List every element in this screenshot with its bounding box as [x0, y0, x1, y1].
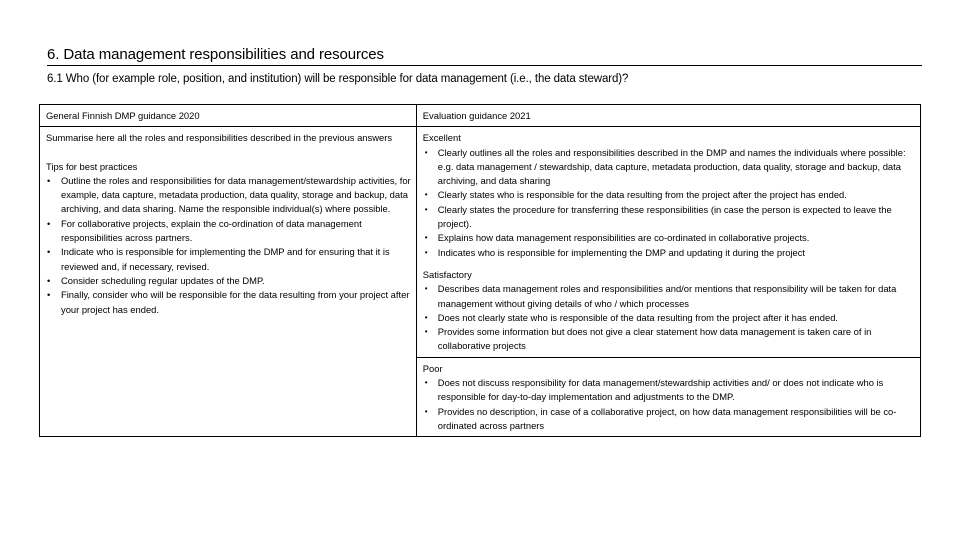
list-item: • Outline the roles and responsibilities for data management/stewardship activities, for example, data capture, metadata production, data quality, storage and backup, data archiving, and data sharing. Name the responsible individual(s) where possible.: [46, 174, 411, 217]
list-item: • Provides no description, in case of a collaborative project, on how data management responsibilities will be co-ordinated across partners: [423, 405, 915, 434]
table-row: [40, 127, 921, 357]
list-item: • Indicate who is responsible for implementing the DMP and for ensuring that it is reviewed and, if necessary, revised.: [46, 245, 411, 274]
list-item: • Explains how data management responsibilities are co-ordinated in collaborative projects.: [423, 231, 915, 245]
list-item: • Indicates who is responsible for implementing the DMP and updating it during the project: [423, 246, 915, 260]
list-item: • Describes data management roles and responsibilities and/or mentions that responsibility will be taken for data management without giving details of who / which processes: [423, 282, 915, 311]
table-header-row: [40, 105, 921, 127]
page-title: 6. Data management responsibilities and resources: [47, 46, 922, 66]
list-item: • Clearly outlines all the roles and responsibilities described in the DMP and names the individuals where possible: e.g. data management / stewardship, data capture, metadata production, data quality, storage and backup, data archiving, and data sharing: [423, 146, 915, 189]
list-item: • Does not discuss responsibility for data management/stewardship activities and/ or does not indicate who is responsible for day-to-day implementation and adjustments to the DMP.: [423, 376, 915, 405]
header-evaluation-guidance: Evaluation guidance 2021: [416, 105, 920, 127]
satisfactory-list: [423, 282, 915, 353]
tips-heading: Tips for best practices: [46, 160, 138, 172]
list-item: • Finally, consider who will be responsible for the data resulting from your project after your project has ended.: [46, 288, 411, 317]
poor-label: Poor: [422, 362, 443, 374]
list-item: • Provides some information but does not give a clear statement how data management is taken care of in collaborative projects: [423, 325, 915, 354]
question-heading: 6.1 Who (for example role, position, and institution) will be responsible for data management (i.e., the data steward)?: [47, 73, 629, 85]
header-general-guidance: General Finnish DMP guidance 2020: [40, 105, 417, 127]
general-guidance-cell: [40, 127, 417, 437]
evaluation-cell-poor: [416, 357, 920, 436]
guidance-intro: Summarise here all the roles and responsibilities described in the previous answers: [46, 132, 393, 144]
list-item: • Consider scheduling regular updates of the DMP.: [46, 274, 411, 288]
list-item: • Clearly states the procedure for transferring these responsibilities (in case the person is expected to leave the project).: [423, 203, 915, 232]
list-item: • Does not clearly state who is responsible of the data resulting from the project after it has ended.: [423, 311, 915, 325]
satisfactory-label: Satisfactory: [422, 268, 472, 280]
excellent-label: Excellent: [422, 132, 461, 144]
poor-list: [423, 376, 915, 433]
excellent-list: [423, 146, 915, 260]
list-item: • For collaborative projects, explain the co-ordination of data management responsibilities across partners.: [46, 217, 411, 246]
guidance-table: [39, 104, 921, 437]
evaluation-cell-excellent-satisfactory: [416, 127, 920, 357]
tips-list: [46, 174, 411, 317]
list-item: • Clearly states who is responsible for the data resulting from the project after the project has ended.: [423, 188, 915, 202]
